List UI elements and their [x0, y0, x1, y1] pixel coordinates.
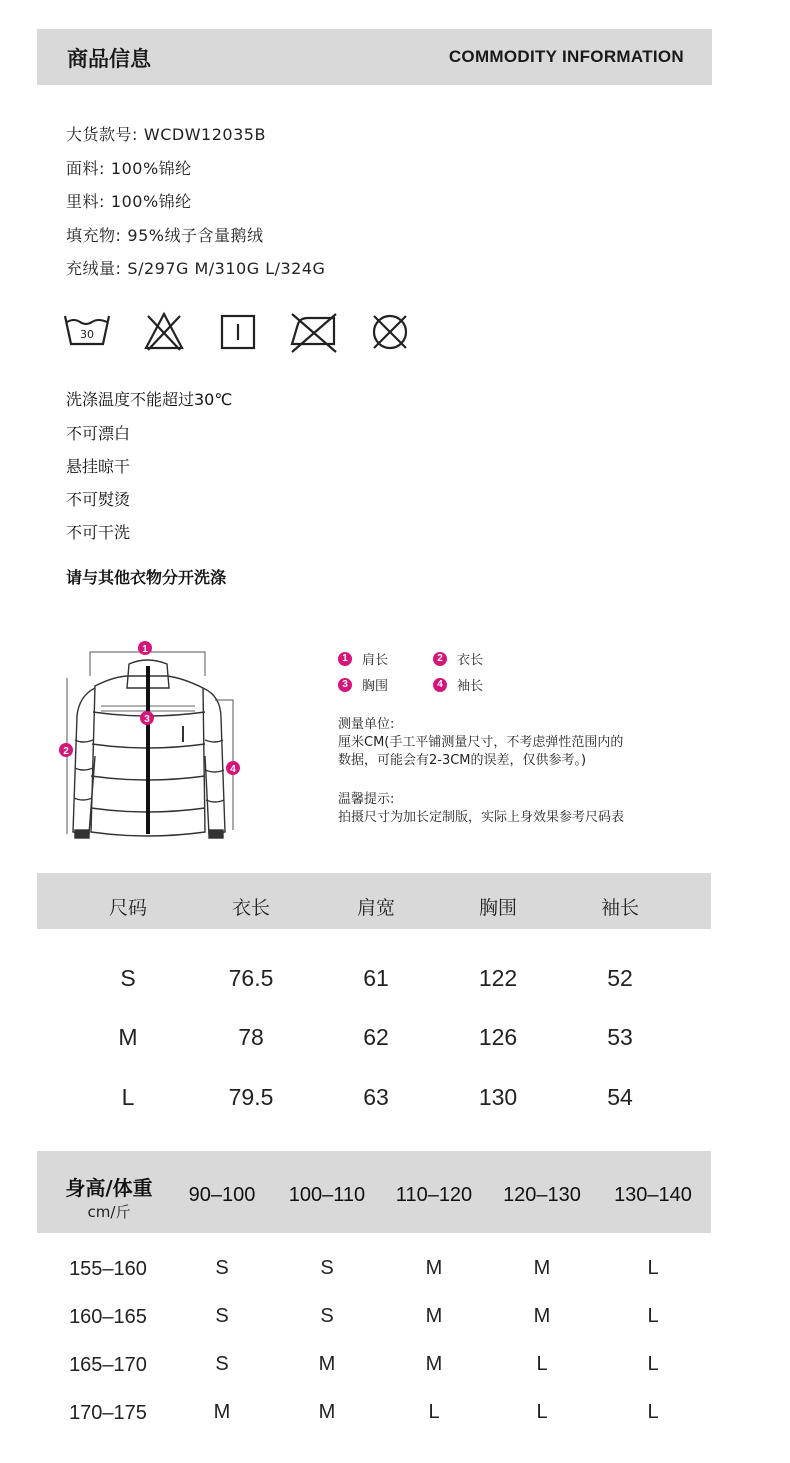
spec-lining: 里料: 100%锦纶	[66, 192, 192, 211]
fit-table-cell: L	[536, 1353, 548, 1375]
fit-table-cell: S	[215, 1305, 229, 1327]
fit-table-cell: M	[425, 1305, 443, 1327]
no-dry-clean-icon	[368, 310, 412, 354]
svg-text:30: 30	[80, 328, 94, 341]
header-title-cn: 商品信息	[67, 47, 151, 71]
line-dry-icon	[218, 310, 258, 354]
fit-table-cell: M	[533, 1305, 551, 1327]
size-table-cell: 126	[478, 1024, 518, 1050]
spec-fill-weight: 充绒量: S/297G M/310G L/324G	[66, 259, 326, 278]
size-table-cell: 76.5	[228, 965, 274, 991]
fit-table-cell: M	[318, 1353, 336, 1375]
size-table-cell: S	[120, 965, 136, 991]
fit-table-cell: L	[647, 1401, 659, 1423]
fit-table-header	[37, 1151, 711, 1233]
fit-table-cell: L	[647, 1257, 659, 1279]
fit-table-height: 165–170	[69, 1354, 147, 1376]
size-table-cell: M	[118, 1024, 138, 1050]
fit-table-cell: S	[215, 1257, 229, 1279]
measure-note: 测量单位: 厘米CM(手工平铺测量尺寸，不考虑弹性范围内的 数据，可能会有2-3CM的误差，仅供参考。)	[338, 717, 624, 768]
spec-style-number: 大货款号: WCDW12035B	[66, 125, 266, 144]
spec-filling: 填充物: 95%绒子含量鹅绒	[66, 226, 264, 245]
legend-item-length: 2 衣长	[433, 649, 483, 668]
size-table-cell: 54	[607, 1084, 633, 1110]
fit-table-header-cell: 130–140	[614, 1184, 692, 1206]
jacket-diagram	[55, 636, 255, 846]
section-header	[37, 29, 712, 85]
fit-table-cell: L	[647, 1353, 659, 1375]
fit-table-header-cell: 90–100	[188, 1184, 256, 1206]
no-iron-icon	[288, 310, 340, 354]
fit-table-cell: M	[425, 1257, 443, 1279]
svg-text:2: 2	[63, 746, 69, 757]
legend-item-shoulder: 1 肩长	[338, 649, 388, 668]
no-bleach-icon	[142, 310, 186, 354]
fit-table-header-cell: 120–130	[503, 1184, 581, 1206]
svg-text:4: 4	[230, 764, 236, 775]
fit-table-cell: L	[428, 1401, 440, 1423]
fit-table-header-cell: 110–120	[395, 1184, 473, 1206]
spec-fabric: 面料: 100%锦纶	[66, 159, 192, 178]
care-instruction: 不可漂白	[66, 424, 131, 443]
fit-table-height: 160–165	[69, 1306, 147, 1328]
fit-table-cell: L	[536, 1401, 548, 1423]
size-table-header	[37, 873, 711, 929]
fit-table-cell: M	[425, 1353, 443, 1375]
care-instruction: 洗涤温度不能超过30℃	[66, 390, 233, 409]
fit-table-cell: S	[320, 1305, 334, 1327]
size-table-header-cell: 袖长	[600, 897, 640, 919]
fit-table-cell: M	[318, 1401, 336, 1423]
fit-table-corner-unit: cm/斤	[87, 1203, 131, 1221]
size-table-header-cell: 衣长	[231, 897, 271, 919]
fit-table-cell: L	[647, 1305, 659, 1327]
size-table-cell: 122	[478, 965, 518, 991]
size-table-cell: 78	[238, 1024, 264, 1050]
fit-table-cell: M	[533, 1257, 551, 1279]
svg-text:3: 3	[144, 714, 150, 725]
header-title-en: COMMODITY INFORMATION	[448, 47, 684, 66]
size-table-cell: 130	[478, 1084, 518, 1110]
size-table-cell: 52	[607, 965, 633, 991]
size-table-header-cell: 尺码	[108, 897, 148, 919]
tip-note: 温馨提示: 拍摄尺寸为加长定制版，实际上身效果参考尺码表	[338, 792, 625, 825]
wash-30-icon	[62, 310, 112, 354]
size-table-cell: 61	[363, 965, 389, 991]
svg-text:1: 1	[142, 644, 148, 655]
fit-table-cell: S	[320, 1257, 334, 1279]
care-instruction: 悬挂晾干	[66, 457, 131, 476]
care-instruction: 不可干洗	[66, 523, 131, 542]
size-table-cell: 79.5	[228, 1084, 274, 1110]
fit-table-corner-label: 身高/体重	[65, 1176, 153, 1200]
fit-table-cell: S	[215, 1353, 229, 1375]
fit-table-header-cell: 100–110	[288, 1184, 366, 1206]
size-table-cell: 62	[363, 1024, 389, 1050]
fit-table-height: 155–160	[69, 1258, 147, 1280]
fit-table-cell: M	[213, 1401, 231, 1423]
size-table-cell: 63	[363, 1084, 389, 1110]
care-instruction: 不可熨烫	[66, 490, 131, 509]
size-table-header-cell: 肩宽	[356, 897, 396, 919]
care-note: 请与其他衣物分开洗涤	[66, 568, 227, 587]
size-table-cell: L	[121, 1084, 135, 1110]
legend-item-sleeve: 4 袖长	[433, 675, 483, 694]
legend-item-chest: 3 胸围	[338, 675, 388, 694]
size-table-cell: 53	[607, 1024, 633, 1050]
fit-table-height: 170–175	[69, 1402, 147, 1424]
size-table-header-cell: 胸围	[478, 897, 518, 919]
